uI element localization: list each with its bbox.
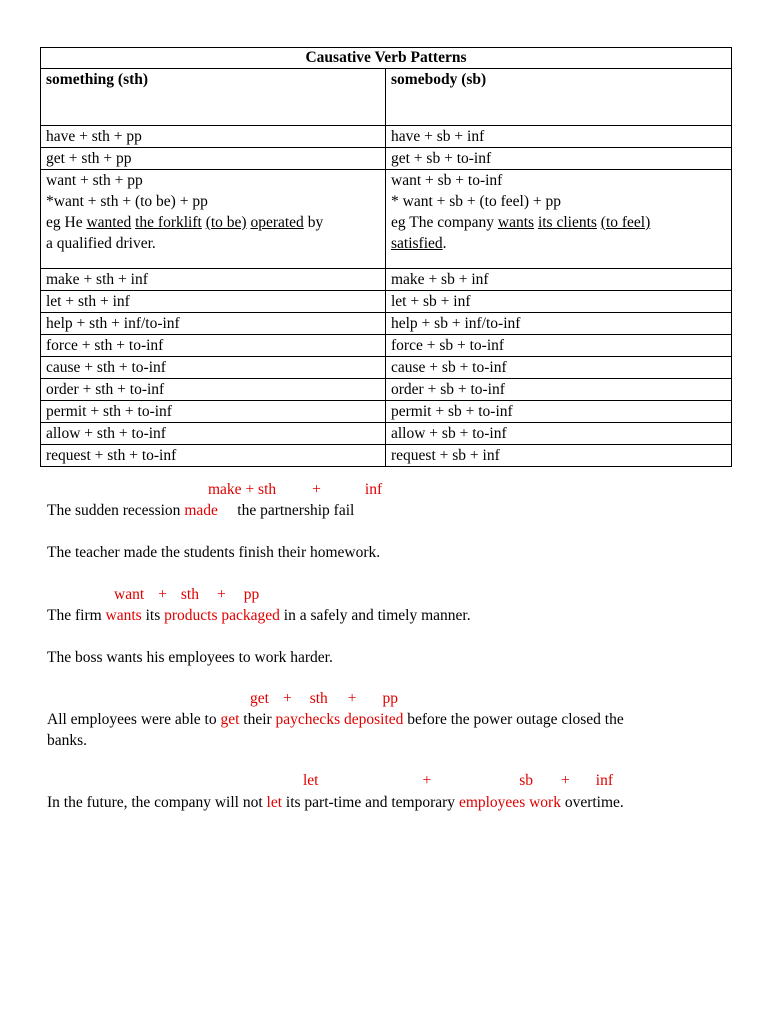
table-title: Causative Verb Patterns (41, 48, 732, 69)
table-row (41, 148, 732, 170)
pattern-line: *want + sth + (to be) + pp (46, 193, 208, 210)
pattern-line: * want + sb + (to feel) + pp (391, 193, 561, 210)
table-cell: cause + sb + to-inf (386, 357, 732, 379)
table-row (41, 269, 732, 291)
formula-want (114, 585, 259, 605)
formula-part: + (312, 481, 321, 498)
example-sentence-get: All employees were able to get their paychecks deposited before the power outage closed the (47, 711, 624, 728)
table-row (41, 445, 732, 467)
table-row (41, 423, 732, 445)
pattern-line: want + sth + pp (46, 172, 143, 189)
formula-make (208, 480, 382, 500)
table-row-want (41, 170, 732, 269)
table-row (41, 313, 732, 335)
table-cell: force + sb + to-inf (386, 335, 732, 357)
table-cell: force + sth + to-inf (41, 335, 386, 357)
example-sentence-teacher: The teacher made the students finish their homework. (47, 544, 381, 561)
example-sentence-want: The firm wants its products packaged in a safely and timely manner. (47, 607, 471, 624)
formula-part: sth (180, 586, 199, 603)
example-sentence-get-continued: banks. (47, 732, 88, 749)
formula-part: sth (309, 690, 328, 707)
formula-get (250, 689, 398, 709)
formula-part: + (158, 586, 167, 603)
table-cell: have + sth + pp (41, 126, 386, 148)
table-cell (41, 170, 386, 269)
table-cell: make + sth + inf (41, 269, 386, 291)
formula-part: pp (382, 690, 399, 707)
formula-part: pp (243, 586, 260, 603)
formula-let (303, 771, 613, 791)
table-row (41, 357, 732, 379)
formula-part: let (303, 772, 319, 789)
table-row (41, 291, 732, 313)
table-cell: order + sb + to-inf (386, 379, 732, 401)
table-cell: help + sb + inf/to-inf (386, 313, 732, 335)
example-sentence-make: The sudden recession made the partnership fail (47, 502, 355, 519)
formula-part: inf (364, 481, 383, 498)
formula-part: + (561, 772, 570, 789)
table-cell: let + sb + inf (386, 291, 732, 313)
formula-part: + (347, 690, 357, 707)
table-cell: allow + sb + to-inf (386, 423, 732, 445)
table-cell: have + sb + inf (386, 126, 732, 148)
table-cell (386, 170, 732, 269)
example-sentence-boss: The boss wants his employees to work harder. (47, 649, 333, 666)
column-header-sth: something (sth) (41, 69, 386, 126)
table-cell: permit + sth + to-inf (41, 401, 386, 423)
example-line: satisfied. (391, 235, 447, 252)
formula-part: inf (595, 772, 614, 789)
formula-part: make + sth (208, 481, 277, 498)
table-cell: permit + sb + to-inf (386, 401, 732, 423)
table-row (41, 126, 732, 148)
table-row (41, 379, 732, 401)
formula-part: get (250, 690, 269, 707)
example-line: eg The company wants its clients (to feel) (391, 214, 651, 231)
table-cell: get + sb + to-inf (386, 148, 732, 170)
table-cell: help + sth + inf/to-inf (41, 313, 386, 335)
pattern-line: want + sb + to-inf (391, 172, 503, 189)
example-sentence-let: In the future, the company will not let its part-time and temporary employees work overtime. (47, 794, 624, 811)
formula-part: sb (519, 772, 534, 789)
formula-part: + (216, 586, 226, 603)
formula-part: + (282, 690, 292, 707)
table-cell: let + sth + inf (41, 291, 386, 313)
example-line: a qualified driver. (46, 235, 156, 252)
example-line: eg He wanted the forklift (to be) operated by (46, 214, 324, 231)
column-header-sb: somebody (sb) (386, 69, 732, 126)
table-cell: get + sth + pp (41, 148, 386, 170)
table-cell: cause + sth + to-inf (41, 357, 386, 379)
formula-part: want (114, 586, 145, 603)
causative-verb-table (40, 47, 732, 467)
table-row (41, 335, 732, 357)
table-cell: order + sth + to-inf (41, 379, 386, 401)
table-cell: request + sth + to-inf (41, 445, 386, 467)
table-cell: allow + sth + to-inf (41, 423, 386, 445)
table-row (41, 401, 732, 423)
table-cell: make + sb + inf (386, 269, 732, 291)
formula-part: + (422, 772, 432, 789)
table-cell: request + sb + inf (386, 445, 732, 467)
